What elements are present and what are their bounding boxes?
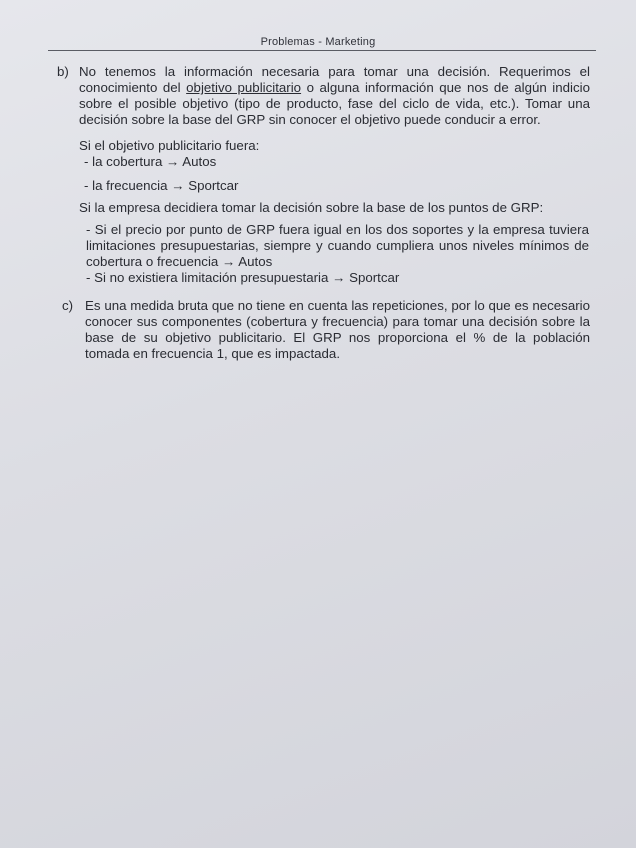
item-b-paragraph [79,64,590,128]
grp-conditions [86,222,589,286]
item-c-line-2: conocer sus componentes (cobertura y frecuencia) para tomar una decisión sobre la [85,314,590,329]
header-divider [48,50,596,51]
item-b-line-2 [79,80,590,96]
grp-decision-title: Si la empresa decidiera tomar la decisión sobre la base de los puntos de GRP: [79,200,544,215]
item-c-marker: c) [62,298,74,313]
if-frecuencia-sportcar: - la frecuencia → Sportcar [84,178,239,193]
underlined-objetivo-publicitario: objetivo publicitario [186,80,302,95]
if-cobertura-autos: - la cobertura → Autos [84,154,217,169]
grp-line-3: cobertura o frecuencia → Autos [86,254,273,269]
item-c-line-1: Es una medida bruta que no tiene en cuenta las repeticiones, por lo que es necesario [85,298,590,313]
item-c-paragraph [85,298,590,362]
item-b-line-4: decisión sobre la base del GRP sin conocer el objetivo puede conducir a error. [79,112,541,127]
page-header-title: Problemas - Marketing [260,36,376,48]
item-c-line-4: tomada en frecuencia 1, que es impactada. [85,346,341,361]
item-b-line-2-end: o alguna información que nos de algún indicio [301,80,590,95]
item-b-marker: b) [57,64,69,79]
grp-line-1: - Si el precio por punto de GRP fuera igual en los dos soportes y la empresa tuviera [86,222,589,237]
item-c-line-3: base de su objetivo publicitario. El GRP nos proporciona el % de la población [85,330,590,345]
grp-line-2: limitaciones presupuestarias, siempre y cuando cumpliera unos niveles mínimos de [86,238,589,253]
item-b-line-1: No tenemos la información necesaria para tomar una decisión. Requerimos el [79,64,590,79]
grp-line-4: - Si no existiera limitación presupuestaria → Sportcar [86,270,400,285]
if-objective-title: Si el objetivo publicitario fuera: [79,138,260,153]
item-b-line-3: sobre el posible objetivo (tipo de producto, fase del ciclo de vida, etc.). Tomar una [79,96,590,111]
item-b-line-2-start: conocimiento del [79,80,187,95]
